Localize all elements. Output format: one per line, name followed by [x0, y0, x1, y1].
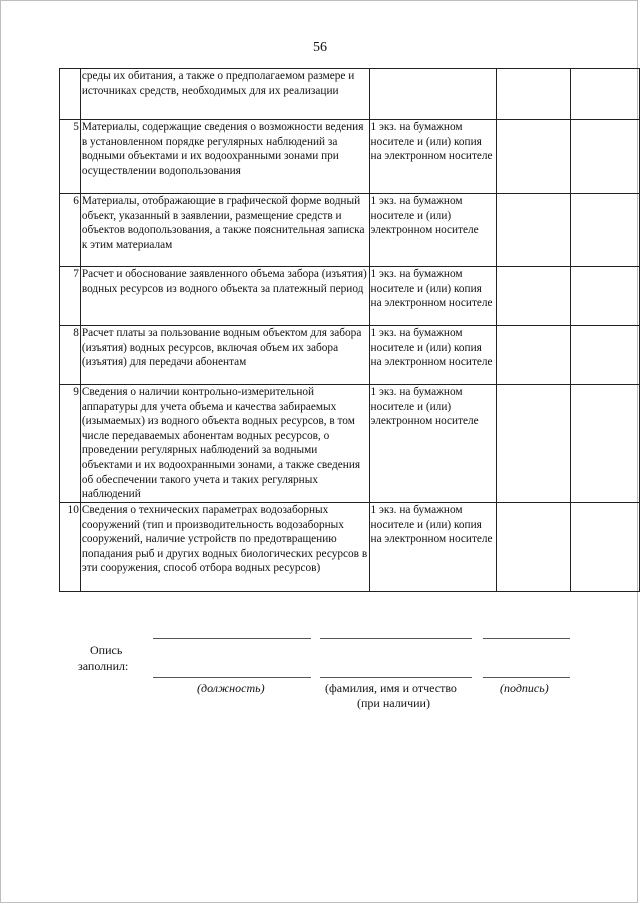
table-row — [60, 385, 640, 503]
documents-table — [59, 68, 640, 592]
document-description: Расчет платы за пользование водным объектом для забора (изъятия) водных ресурсов, включая объем их забора (изъятия) для передачи абонентам — [80, 326, 369, 385]
empty-cell — [497, 194, 570, 267]
table-row — [60, 326, 640, 385]
empty-cell — [570, 120, 640, 194]
empty-cell — [570, 385, 640, 503]
name-line-upper — [320, 638, 472, 639]
row-number: 8 — [60, 326, 81, 385]
document-form: 1 экз. на бумажном носителе и (или) электронном носителе — [369, 385, 497, 503]
document-form: 1 экз. на бумажном носителе и (или) копия на электронном носителе — [369, 326, 497, 385]
empty-cell — [570, 503, 640, 592]
document-form — [369, 69, 497, 120]
position-line-upper — [153, 638, 311, 639]
signature-caption: (подпись) — [500, 681, 549, 695]
empty-cell — [497, 69, 570, 120]
empty-cell — [570, 194, 640, 267]
table-row — [60, 194, 640, 267]
empty-cell — [497, 503, 570, 592]
row-number: 10 — [60, 503, 81, 592]
document-description: среды их обитания, а также о предполагаемом размере и источниках средств, необходимых для их реализации — [80, 69, 369, 120]
page-number: 56 — [313, 40, 327, 55]
document-description: Сведения о технических параметрах водозаборных сооружений (тип и производительность водозаборных сооружений, наличие устройств по предотвращению попадания рыб и других водных биологических ресурсов в эти сооружения, способ отбора водных ресурсов) — [80, 503, 369, 592]
document-form: 1 экз. на бумажном носителе и (или) копия на электронном носителе — [369, 267, 497, 326]
row-number: 6 — [60, 194, 81, 267]
row-number: 7 — [60, 267, 81, 326]
name-line — [320, 677, 472, 678]
table-row — [60, 69, 640, 120]
document-description: Сведения о наличии контрольно-измерительной аппаратуры для учета объема и качества забираемых (изымаемых) из водного объекта водных ресурсов, в том числе передаваемых абонентам водных ресурсов, о проведении регулярных наблюдений за водными объектами и их водоохранными зонами, а также сведения об обеспечении такого учета и таких регулярных наблюдений — [80, 385, 369, 503]
position-line — [153, 677, 311, 678]
document-description: Материалы, отображающие в графической форме водный объект, указанный в заявлении, размещение средств и объектов водопользования, а также пояснительная записка к этим материалам — [80, 194, 369, 267]
empty-cell — [570, 326, 640, 385]
document-form: 1 экз. на бумажном носителе и (или) электронном носителе — [369, 194, 497, 267]
document-form: 1 экз. на бумажном носителе и (или) копия на электронном носителе — [369, 120, 497, 194]
document-description: Расчет и обоснование заявленного объема забора (изъятия) водных ресурсов из водного объекта за платежный период — [80, 267, 369, 326]
table-row — [60, 503, 640, 592]
empty-cell — [497, 326, 570, 385]
empty-cell — [497, 267, 570, 326]
empty-cell — [497, 385, 570, 503]
signature-line-upper — [483, 638, 570, 639]
empty-cell — [570, 267, 640, 326]
signature-label-line2: заполнил: — [78, 659, 129, 673]
row-number — [60, 69, 81, 120]
table-row — [60, 267, 640, 326]
name-caption-line1: (фамилия, имя и отчество — [325, 681, 457, 695]
name-caption-line2: (при наличии) — [357, 696, 430, 710]
row-number: 9 — [60, 385, 81, 503]
signature-label-line1: Опись — [90, 643, 123, 657]
document-description: Материалы, содержащие сведения о возможности ведения в установленном порядке регулярных наблюдений за водными объектами и их водоохранными зонами при осуществлении водопользования — [80, 120, 369, 194]
table-row — [60, 120, 640, 194]
document-form: 1 экз. на бумажном носителе и (или) копия на электронном носителе — [369, 503, 497, 592]
empty-cell — [570, 69, 640, 120]
signature-line — [483, 677, 570, 678]
position-caption: (должность) — [197, 681, 265, 695]
empty-cell — [497, 120, 570, 194]
row-number: 5 — [60, 120, 81, 194]
